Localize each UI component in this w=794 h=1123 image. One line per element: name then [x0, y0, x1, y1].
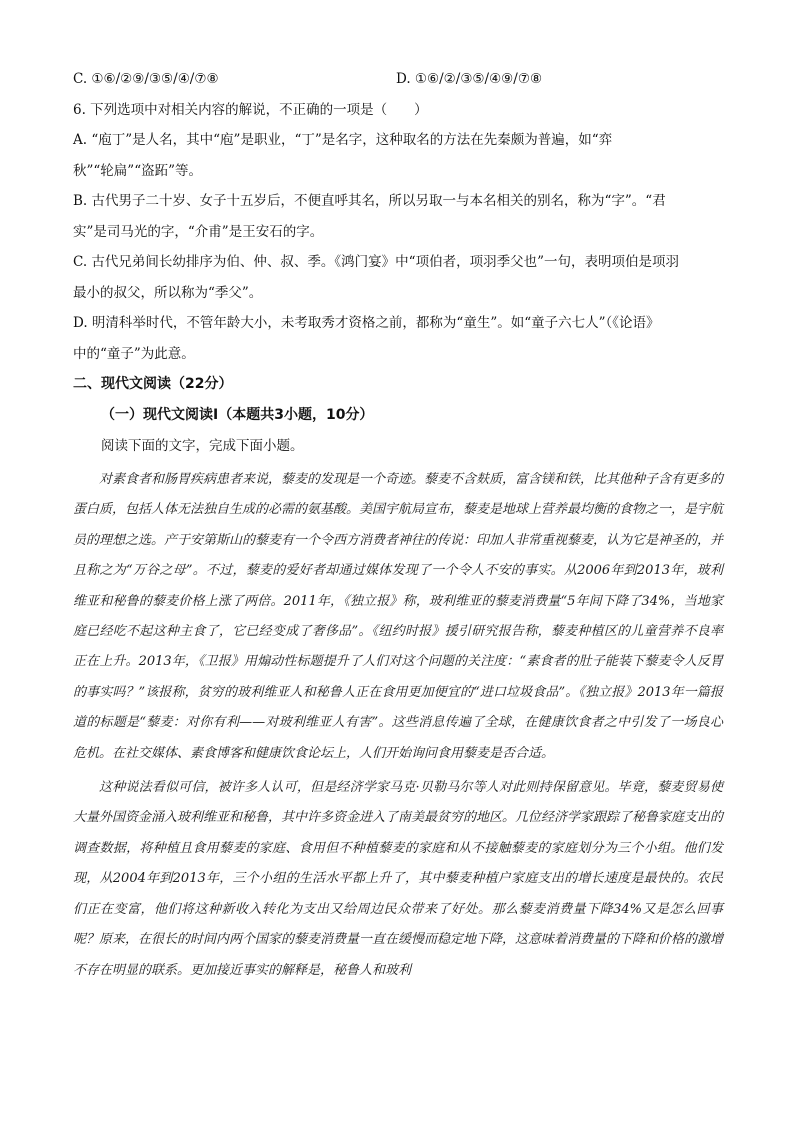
- q6-option-d-line1[interactable]: D. 明清科举时代，不管年龄大小，未考取秀才资格之前，都称为“童生”。如“童子六七人”（《论语》: [73, 315, 660, 331]
- q6-option-c-line2[interactable]: 最小的叔父，所以称为“季父”。: [73, 284, 263, 301]
- options-row-q5: [73, 64, 723, 95]
- reading-instruction: 阅读下面的文字，完成下面小题。: [101, 438, 304, 454]
- q6-option-a-line2[interactable]: 秋”“轮扁”“盗跖”等。: [73, 162, 203, 179]
- question-6-stem: 6. 下列选项中对相关内容的解说，不正确的一项是（ ）: [73, 101, 428, 118]
- option-c[interactable]: C. ①⑥/②⑨/③⑤/④/⑦⑧: [73, 71, 219, 87]
- q6-option-b-line2[interactable]: 实”是司马光的字，“介甫”是王安石的字。: [73, 223, 324, 240]
- page-content: [73, 64, 723, 990]
- reading-passage: [73, 465, 723, 986]
- q6-option-d-line2[interactable]: 中的“童子”为此意。: [73, 345, 195, 362]
- q6-option-a-line1[interactable]: A. “庖丁”是人名，其中“庖”是职业，“丁”是名字，这种取名的方法在先秦颇为普遍，如“弈: [73, 132, 613, 148]
- subsection-heading: （一）现代文阅读Ⅰ（本题共3小题，10分）: [101, 407, 374, 423]
- passage-paragraph-2: 这种说法看似可信，被许多人认可，但是经济学家马克·贝勒马尔等人对此则持保留意见。毕竟，藜麦贸易使大量外国资金涌入玻利维亚和秘鲁，其中许多资金进入了南美最贫穷的地区。几位经济学家跟踪了秘鲁家庭支出的调查数据，将种植且食用藜麦的家庭、食用但不种植藜麦的家庭和从不接触藜麦的家庭划分为三个小组。他们发现，从2004年到2013年，三个小组的生活水平都上升了，其中藜麦种植户家庭支出的增长速度是最快的。农民们正在变富，他们将这种新收入转化为支出又给周边民众带来了好处。那么藜麦消费量下降34%又是怎么回事呢？原来，在很长的时间内两个国家的藜麦消费量一直在缓慢而稳定地下降，这意味着消费量的下降和价格的激增不存在明显的联系。更加接近事实的解释是，秘鲁人和玻利: [73, 780, 724, 978]
- section-heading: 二、现代文阅读（22分）: [73, 376, 233, 392]
- passage-paragraph-1: 对素食者和肠胃疾病患者来说，藜麦的发现是一个奇迹。藜麦不含麸质，富含镁和铁，比其他种子含有更多的蛋白质，包括人体无法独自生成的必需的氨基酸。美国宇航局宣布，藜麦是地球上营养最均衡的食物之一，是宇航员的理想之选。产于安第斯山的藜麦有一个令西方消费者神往的传说：印加人非常重视藜麦，认为它是神圣的，并且称之为“万谷之母”。不过，藜麦的爱好者却通过媒体发现了一个令人不安的事实。从2006年到2013年，玻利维亚和秘鲁的藜麦价格上涨了两倍。2011年，《独立报》称，玻利维亚的藜麦消费量“5年间下降了34%，当地家庭已经吃不起这种主食了，它已经变成了奢侈品”。《纽约时报》援引研究报告称，藜麦种植区的儿童营养不良率正在上升。2013年，《卫报》用煽动性标题提升了人们对这个问题的关注度：“素食者的肚子能装下藜麦令人反胃的事实吗？”该报称，贫穷的玻利维亚人和秘鲁人正在食用更加便宜的“进口垃圾食品”。《独立报》2013年一篇报道的标题是“藜麦：对你有利——对玻利维亚人有害”。这些消息传遍了全球，在健康饮食者之中引发了一场良心危机。在社交媒体、素食博客和健康饮食论坛上，人们开始询问食用藜麦是否合适。: [73, 472, 724, 761]
- q6-option-c-line1[interactable]: C. 古代兄弟间长幼排序为伯、仲、叔、季。《鸿门宴》中“项伯者，项羽季父也”一句，表明项伯是项羽: [73, 254, 679, 270]
- option-d[interactable]: D. ①⑥/②/③⑤/④⑨/⑦⑧: [396, 71, 543, 87]
- q6-option-b-line1[interactable]: B. 古代男子二十岁、女子十五岁后，不便直呼其名，所以另取一与本名相关的别名，称为“字”。“君: [73, 193, 666, 209]
